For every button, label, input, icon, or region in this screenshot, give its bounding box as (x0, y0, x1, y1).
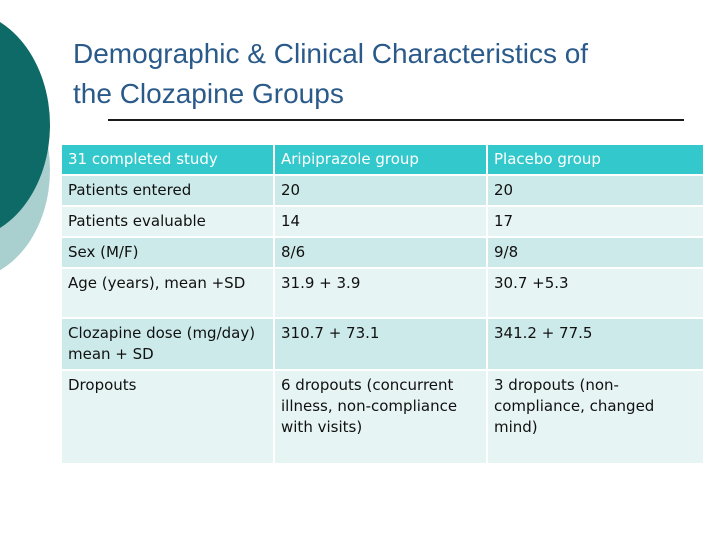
slide-title-line-1: Demographic & Clinical Characteristics of (73, 38, 589, 69)
table-row (61, 318, 704, 370)
table-cell: Sex (M/F) (61, 237, 274, 268)
table-row (61, 268, 704, 318)
characteristics-table (60, 143, 705, 465)
table-cell: 31.9 + 3.9 (274, 268, 487, 318)
table-row (61, 175, 704, 206)
table-row (61, 237, 704, 268)
decorative-circles (0, 0, 60, 300)
slide-title-line-2: the Clozapine Groups (73, 78, 344, 109)
table-cell: Patients entered (61, 175, 274, 206)
table-cell: 341.2 + 77.5 (487, 318, 704, 370)
table-cell: 20 (274, 175, 487, 206)
table-header-row (61, 144, 704, 175)
table-cell: 310.7 + 73.1 (274, 318, 487, 370)
table-cell: Dropouts (61, 370, 274, 464)
table-cell: 8/6 (274, 237, 487, 268)
title-divider (108, 119, 684, 121)
slide-title (73, 34, 693, 114)
table-cell: 30.7 +5.3 (487, 268, 704, 318)
table-cell: 20 (487, 175, 704, 206)
table-cell: 17 (487, 206, 704, 237)
table-cell: Age (years), mean +SD (61, 268, 274, 318)
table-header-cell: 31 completed study (61, 144, 274, 175)
table-cell: Clozapine dose (mg/day) mean + SD (61, 318, 274, 370)
table-header-cell: Placebo group (487, 144, 704, 175)
table-cell: 6 dropouts (concurrent illness, non-compliance with visits) (274, 370, 487, 464)
table-header-cell: Aripiprazole group (274, 144, 487, 175)
table-cell: 9/8 (487, 237, 704, 268)
table-row (61, 206, 704, 237)
table-row (61, 370, 704, 464)
table-cell: 3 dropouts (non-compliance, changed mind) (487, 370, 704, 464)
table-cell: 14 (274, 206, 487, 237)
table-cell: Patients evaluable (61, 206, 274, 237)
